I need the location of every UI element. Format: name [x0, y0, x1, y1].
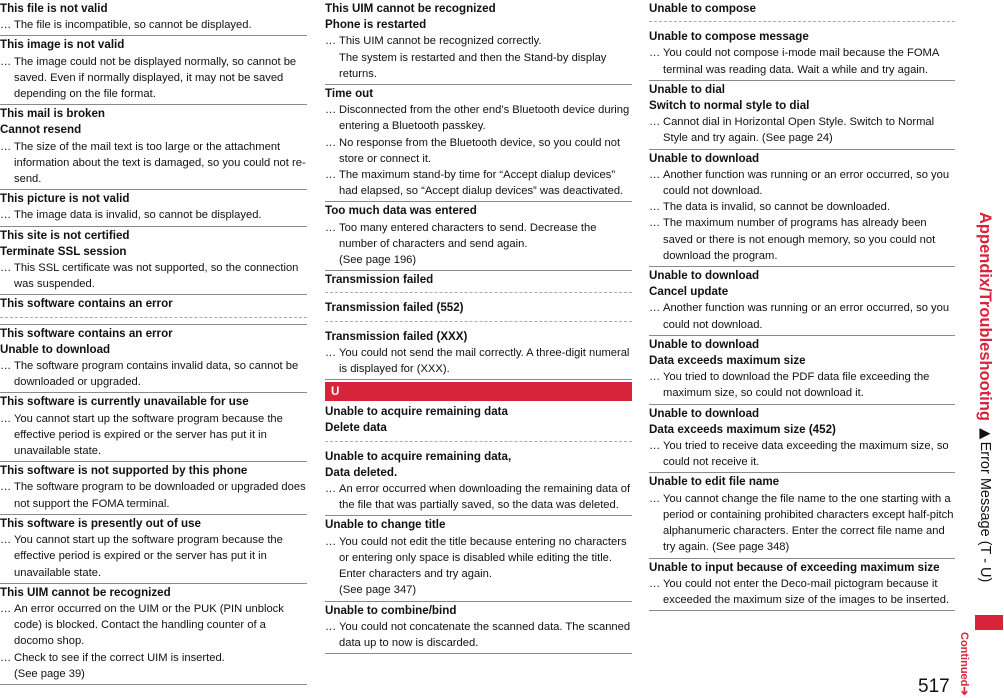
- message-description: [0, 139, 307, 188]
- message-entry: [0, 105, 307, 190]
- ellipsis-marker: …: [0, 360, 11, 373]
- ellipsis-marker: …: [0, 262, 11, 275]
- ellipsis-marker: …: [649, 201, 660, 214]
- description-text: No response from the Bluetooth device, so you could not store or connect it.: [339, 136, 621, 165]
- message-description: [325, 135, 632, 167]
- message-entry: [0, 584, 307, 685]
- message-description: [649, 438, 955, 470]
- column-1: [0, 0, 307, 685]
- message-description: [649, 300, 955, 332]
- message-title: Unable to download: [649, 337, 760, 351]
- message-title: Time out: [325, 87, 374, 101]
- message-title: Too much data was entered: [325, 204, 477, 218]
- description-text: You cannot change the file name to the one starting with a period or containing prohibited characters except half-pitch alphanumeric characters. Enter the correct file name and try again. (See page 348): [663, 492, 954, 554]
- ellipsis-marker: …: [0, 651, 11, 664]
- message-title: Cannot resend: [0, 123, 82, 137]
- description-text: The image could not be displayed normally, so cannot be saved. Even if normally displayed, it may not be saved depending on the file format.: [14, 55, 297, 101]
- message-entry: [0, 515, 307, 584]
- message-description: [325, 619, 632, 651]
- message-title: This site is not certified: [0, 228, 130, 242]
- message-entry: [0, 393, 307, 462]
- message-title: Unable to acquire remaining data,: [325, 449, 512, 463]
- message-title: Unable to download: [649, 151, 760, 165]
- section-title: Appendix/Troubleshooting: [976, 212, 994, 421]
- section-tab: [975, 615, 1003, 630]
- description-text: You could not edit the title because entering no characters or entering only space is disabled while editing the title. Enter characters and try again.: [339, 535, 627, 581]
- column-3: [649, 0, 955, 611]
- message-description: [325, 33, 632, 82]
- ellipsis-marker: …: [649, 371, 660, 384]
- ellipsis-marker: …: [325, 346, 336, 359]
- message-description: [649, 45, 955, 77]
- message-description: [0, 601, 307, 650]
- message-description: [649, 167, 955, 199]
- message-description: [0, 532, 307, 581]
- ellipsis-marker: …: [0, 534, 11, 547]
- description-text: You cannot start up the software program because the effective period is expired or the server has put it in unavailable state.: [14, 534, 283, 579]
- ellipsis-marker: …: [649, 116, 660, 129]
- message-title: This file is not valid: [0, 2, 108, 15]
- ellipsis-marker: …: [325, 221, 336, 234]
- ellipsis-marker: …: [0, 19, 11, 32]
- message-description: [0, 650, 307, 682]
- ellipsis-marker: …: [649, 302, 660, 315]
- message-description: [649, 199, 955, 215]
- message-title: Transmission failed (XXX): [325, 329, 468, 343]
- message-entry: [649, 81, 955, 150]
- ellipsis-marker: …: [325, 620, 336, 633]
- message-title: This image is not valid: [0, 38, 125, 52]
- description-text: This SSL certificate was not supported, so the connection was suspended.: [14, 262, 299, 291]
- message-description: [0, 260, 307, 292]
- message-entry: [325, 299, 632, 327]
- description-text: You cannot start up the software program because the effective period is expired or the server has put it in unavailable state.: [14, 412, 283, 458]
- message-description: [325, 481, 632, 513]
- message-description: [325, 534, 632, 599]
- description-text: The system is restarted and then the Stand-by display returns.: [339, 51, 607, 80]
- description-text: The image data is invalid, so cannot be displayed.: [14, 209, 262, 222]
- message-description: [0, 17, 307, 33]
- message-title: Phone is restarted: [325, 18, 427, 32]
- message-entry: [325, 602, 632, 655]
- message-title: Transmission failed: [325, 272, 632, 293]
- ellipsis-marker: …: [0, 602, 11, 615]
- section-header-u: U: [325, 382, 632, 401]
- message-description: [0, 479, 307, 511]
- message-title: This picture is not valid: [0, 192, 130, 206]
- message-entry: [0, 295, 307, 324]
- message-title: Terminate SSL session: [0, 244, 127, 258]
- description-text: Another function was running or an error occurred, so you could not download.: [663, 168, 950, 198]
- description-text: You tried to download the PDF data file exceeding the maximum size, so could not download it.: [663, 371, 930, 400]
- message-description: [0, 411, 307, 460]
- message-description: [325, 220, 632, 269]
- message-title: This UIM cannot be recognized: [325, 2, 496, 15]
- message-description: [0, 207, 307, 223]
- message-title: This software is presently out of use: [0, 516, 201, 530]
- message-description: [649, 576, 955, 608]
- message-title: This mail is broken: [0, 107, 106, 121]
- ellipsis-marker: …: [325, 169, 336, 182]
- message-title: Unable to acquire remaining data: [325, 405, 508, 419]
- ellipsis-marker: …: [649, 440, 660, 453]
- ellipsis-marker: …: [649, 492, 660, 505]
- message-title: Unable to download: [649, 406, 760, 420]
- ellipsis-marker: …: [0, 412, 11, 425]
- page-number: 517: [918, 676, 950, 697]
- message-entry: [649, 267, 955, 336]
- description-text: An error occurred on the UIM or the PUK (PIN unblock code) is blocked. Contact the handling counter of a docomo shop.: [14, 602, 284, 648]
- message-description: [0, 54, 307, 103]
- ellipsis-marker: …: [325, 104, 336, 117]
- message-title: This software contains an error: [0, 296, 307, 317]
- message-description: [649, 491, 955, 556]
- section-heading: [975, 212, 995, 582]
- message-description: [649, 215, 955, 264]
- message-title: Data exceeds maximum size (452): [649, 422, 836, 436]
- ellipsis-marker: …: [0, 209, 11, 222]
- section-subtitle: ▶Error Message (T - U): [977, 425, 993, 583]
- description-text: This UIM cannot be recognized correctly.: [339, 35, 542, 48]
- message-entry: [0, 325, 307, 394]
- message-title: Unable to compose: [649, 1, 955, 22]
- message-entry: [0, 36, 307, 105]
- message-entry: [649, 559, 955, 612]
- message-title: This software contains an error: [0, 326, 173, 340]
- message-title: Switch to normal style to dial: [649, 99, 810, 113]
- message-description: [0, 358, 307, 390]
- message-title: Unable to download: [0, 342, 111, 356]
- description-text: Cannot dial in Horizontal Open Style. Switch to Normal Style and try again. (See page 24): [663, 116, 935, 145]
- description-text: (See page 347): [339, 584, 417, 597]
- message-title: Unable to dial: [649, 82, 726, 96]
- description-text: (See page 39): [14, 667, 85, 680]
- message-title: This software is currently unavailable for use: [0, 395, 249, 409]
- message-title: Unable to compose message: [649, 30, 809, 44]
- message-title: Data deleted.: [325, 465, 398, 479]
- ellipsis-marker: …: [0, 140, 11, 153]
- description-text: Another function was running or an error occurred, so you could not download.: [663, 302, 950, 331]
- message-entry: [325, 516, 632, 601]
- message-description: [649, 114, 955, 146]
- ellipsis-marker: …: [649, 47, 660, 60]
- message-entry: [649, 473, 955, 558]
- description-text: The software program contains invalid data, so cannot be downloaded or upgraded.: [14, 360, 299, 389]
- continued-label: Continued➔: [958, 632, 970, 696]
- message-entry: [325, 0, 632, 85]
- description-text: You could not send the mail correctly. A three-digit numeral is displayed for (XXX).: [339, 346, 630, 376]
- message-entry: [649, 405, 955, 474]
- description-text: You could not compose i-mode mail because the FOMA terminal was reading data. Wait a while and try again.: [663, 47, 939, 76]
- description-text: The software program to be downloaded or upgraded does not support the FOMA terminal.: [14, 481, 306, 510]
- message-entry: [325, 271, 632, 299]
- ellipsis-marker: …: [0, 55, 11, 68]
- description-text: Disconnected from the other end’s Bluetooth device during entering a Bluetooth passkey.: [339, 104, 630, 133]
- message-entry: [325, 328, 632, 381]
- message-title: Unable to combine/bind: [325, 603, 457, 617]
- message-title: Transmission failed (552): [325, 300, 632, 321]
- description-text: You could not enter the Deco-mail pictogram because it exceeded the maximum size of the images to be inserted.: [663, 577, 950, 606]
- message-entry: [0, 462, 307, 515]
- message-entry: [0, 190, 307, 226]
- description-text: The data is invalid, so cannot be downloaded.: [663, 201, 891, 214]
- ellipsis-marker: …: [649, 217, 660, 230]
- message-title: This software is not supported by this phone: [0, 464, 248, 478]
- message-entry: [0, 227, 307, 296]
- message-entry: [325, 448, 632, 517]
- message-title: Unable to edit file name: [649, 475, 780, 489]
- message-entry: [649, 0, 955, 28]
- message-title: Unable to download: [649, 269, 760, 283]
- message-title: Data exceeds maximum size: [649, 354, 806, 368]
- ellipsis-marker: …: [325, 483, 336, 496]
- message-title: Unable to input because of exceeding maximum size: [649, 560, 940, 574]
- ellipsis-marker: …: [325, 35, 336, 48]
- description-text: You could not concatenate the scanned data. The scanned data up to now is discarded.: [339, 620, 631, 649]
- description-text: An error occurred when downloading the remaining data of the file that was partially saved, so the data was deleted.: [339, 483, 631, 512]
- message-title: Unable to change title: [325, 518, 446, 532]
- description-text: (See page 196): [339, 254, 417, 267]
- description-text: The file is incompatible, so cannot be displayed.: [14, 19, 252, 32]
- description-text: The maximum stand-by time for “Accept dialup devices” had elapsed, so “Accept dialup devices” was deactivated.: [339, 169, 624, 198]
- message-title: This UIM cannot be recognized: [0, 585, 171, 599]
- message-entry: [325, 202, 632, 271]
- description-text: You tried to receive data exceeding the maximum size, so could not receive it.: [663, 440, 949, 469]
- message-entry: [0, 0, 307, 36]
- ellipsis-marker: …: [649, 168, 660, 181]
- description-text: The maximum number of programs has already been saved or there is not enough memory, so you could not download the program.: [663, 217, 936, 262]
- message-title: Cancel update: [649, 285, 729, 299]
- message-description: [649, 369, 955, 401]
- message-description: [325, 345, 632, 377]
- message-entry: [649, 28, 955, 81]
- message-entry: [649, 336, 955, 405]
- column-2: [325, 0, 632, 654]
- message-title: Delete data: [325, 420, 632, 441]
- ellipsis-marker: …: [325, 136, 336, 149]
- ellipsis-marker: …: [325, 535, 336, 548]
- description-text: The size of the mail text is too large or the attachment information about the text is damaged, so you could not re-send.: [14, 140, 306, 186]
- ellipsis-marker: …: [0, 481, 11, 494]
- message-description: [325, 102, 632, 134]
- description-text: Too many entered characters to send. Decrease the number of characters and send again.: [339, 221, 597, 250]
- message-entry: [649, 150, 955, 267]
- message-description: [325, 167, 632, 199]
- message-entry: [325, 85, 632, 202]
- ellipsis-marker: …: [649, 577, 660, 590]
- description-text: Check to see if the correct UIM is inserted.: [14, 651, 225, 664]
- message-entry: [325, 403, 632, 447]
